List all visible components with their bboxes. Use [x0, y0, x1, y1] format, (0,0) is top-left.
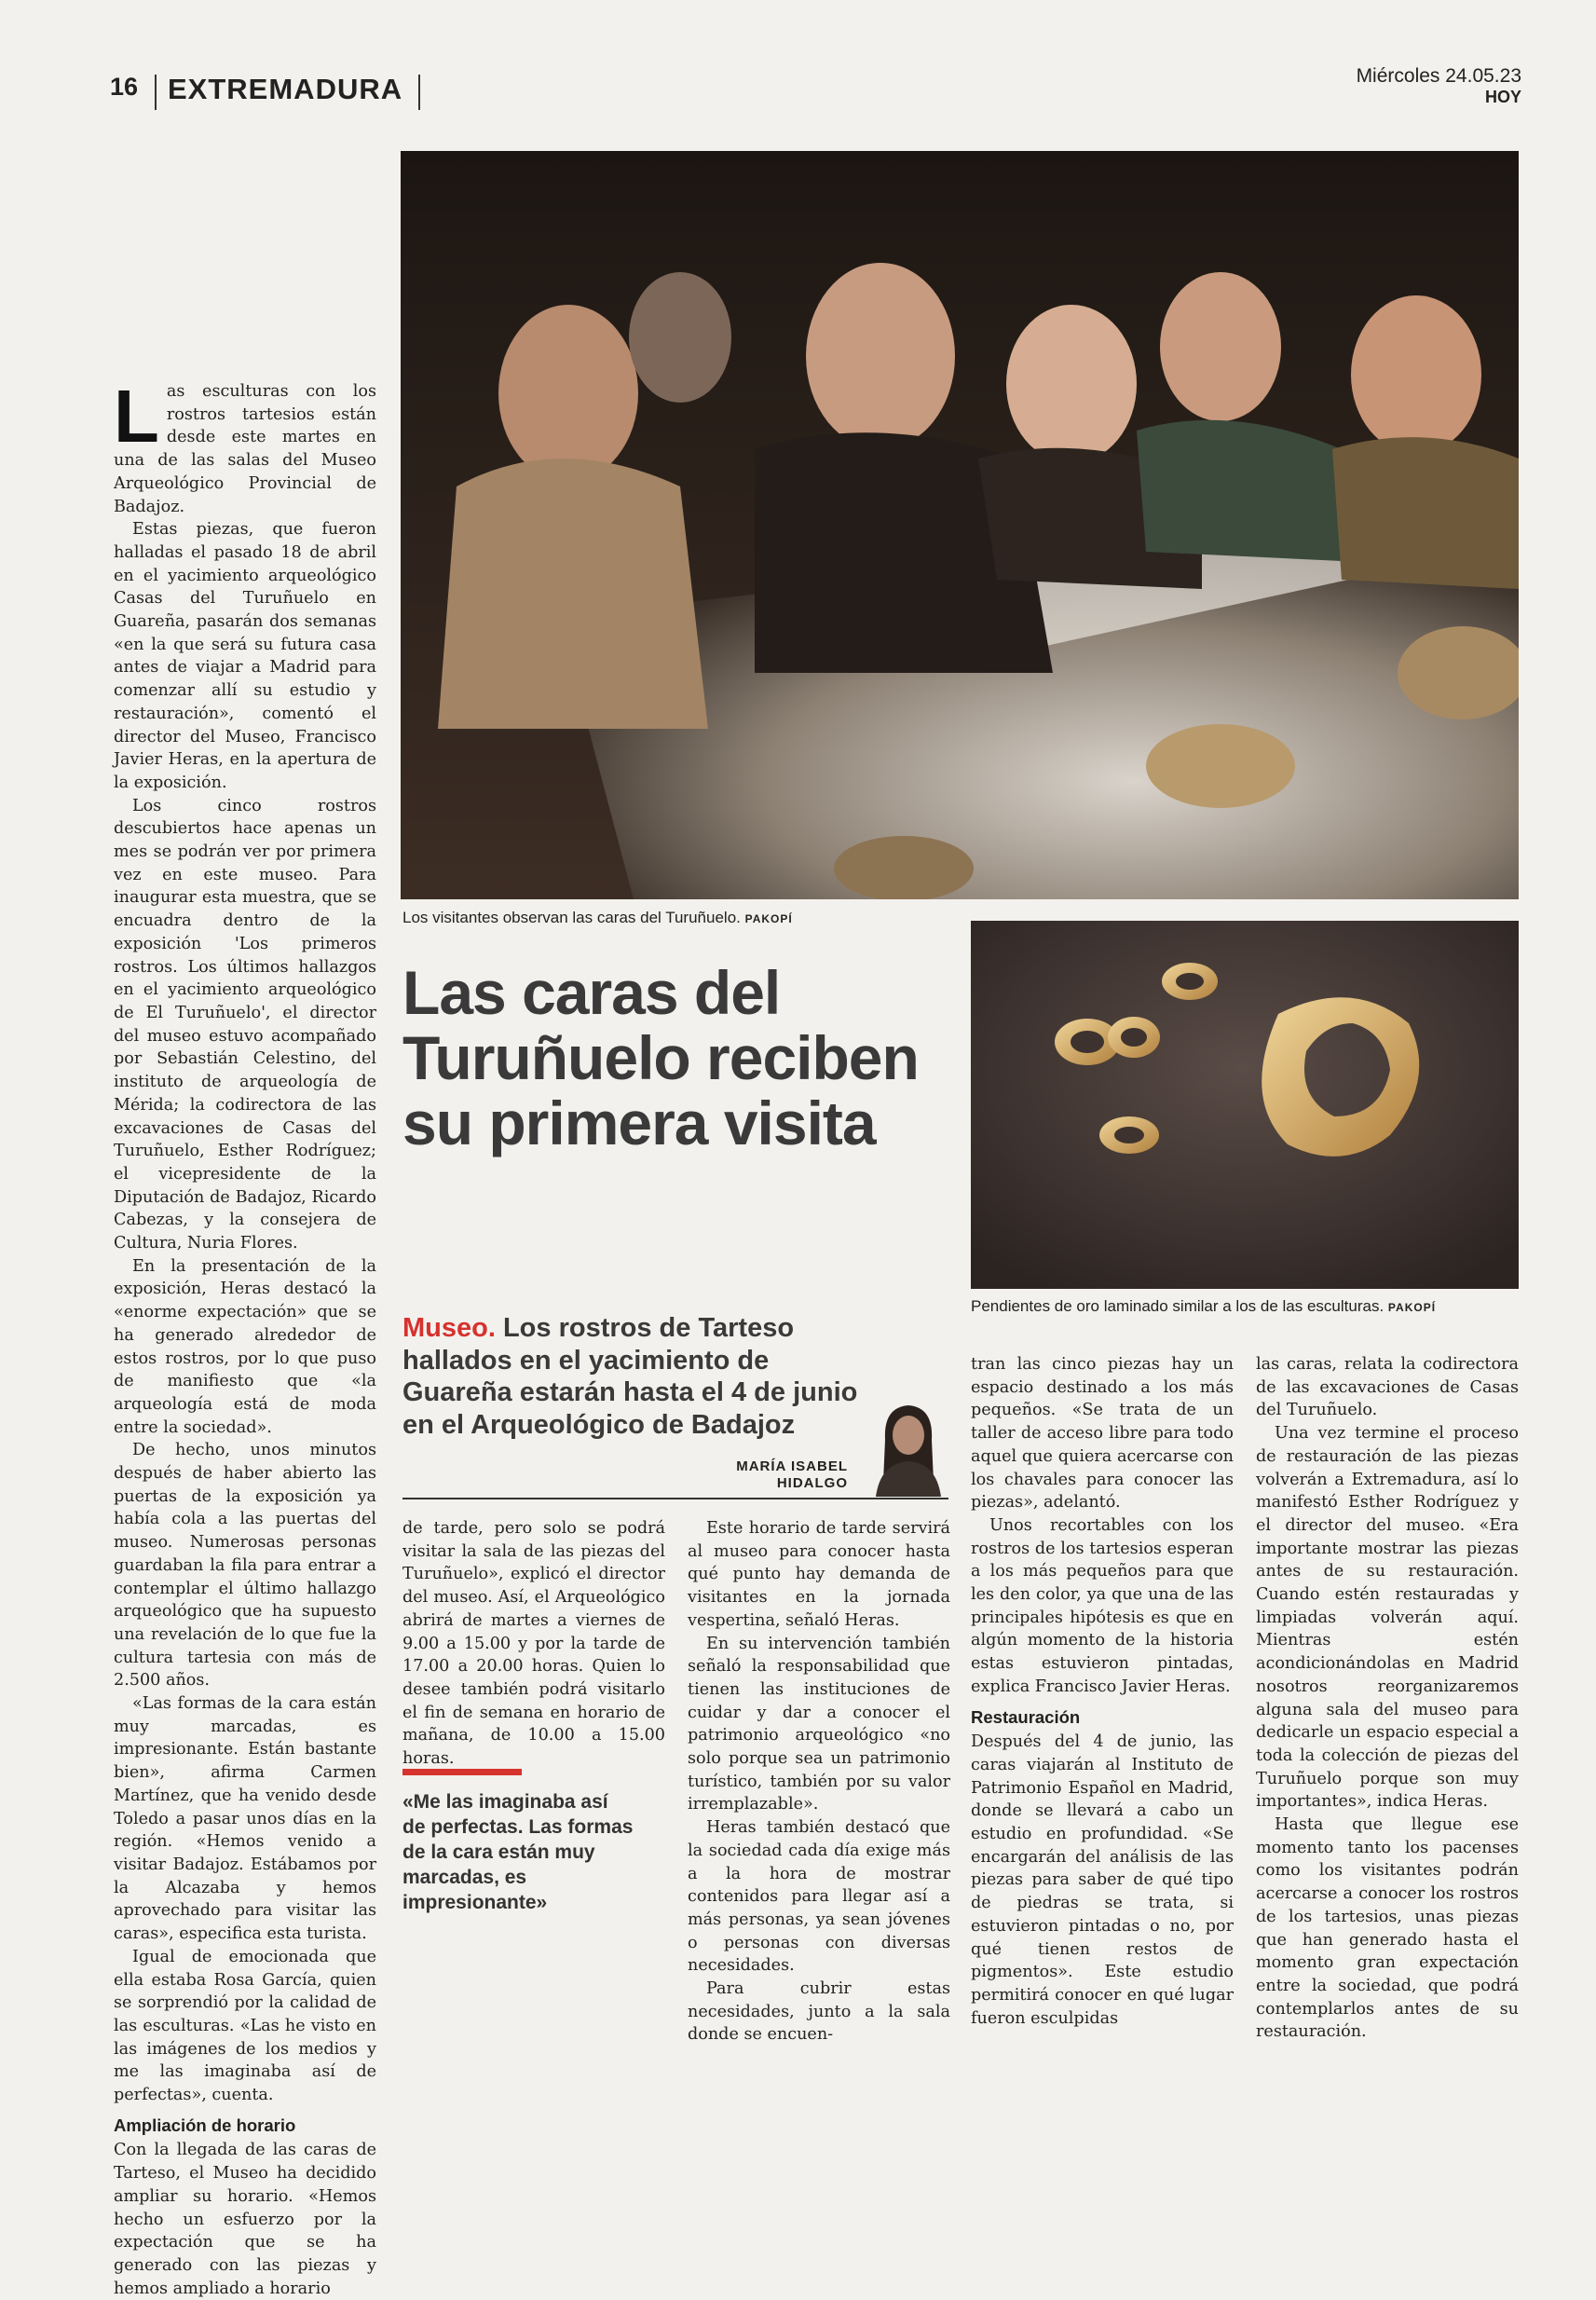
section-title: EXTREMADURA	[168, 73, 403, 105]
section-subhead: Ampliación de horario	[114, 2115, 296, 2135]
paragraph: En su intervención también señaló la responsabilidad que tienen las instituciones de cuidar y dar a conocer el patrimonio arqueológico «no solo porque sea un patrimonio turístico, también por su valor irremplazable».	[688, 1634, 950, 1814]
caption-text: Los visitantes observan las caras del Turuñuelo.	[402, 909, 741, 926]
subheadline	[402, 1312, 868, 1441]
paragraph: tran las cinco piezas hay un espacio destinado a los más pequeños. «Se trata de un taller de acceso libre para todo aquel que quiera acercarse con los chavales para conocer las piezas», adelantó.	[971, 1355, 1234, 1513]
photo-credit: PAKOPÍ	[744, 912, 793, 925]
paragraph: Una vez termine el proceso de restauración de las piezas volverán a Extremadura, así lo manifestó Esther Rodríguez y el director del museo. «Era importante mostrar las piezas antes de su restauración. Cuando estén restauradas y limpiadas volverán aquí. Mientras estén acondicionándolas en Madrid nosotros reorganizaremos alguna sala del museo para dedicarle un espacio especial a toda la colección de piezas del Turuñuelo porque son muy importantes», indica Heras.	[1256, 1424, 1519, 1812]
byline-divider	[402, 1498, 948, 1499]
paragraph: Unos recortables con los rostros de los tartesios esperan a los más pequeños para que les den color, ya que una de las principales hipótesis es que en algún momento de la historia estas estuvieron pintadas, explica Francisco Javier Heras.	[971, 1515, 1234, 1696]
article-column-1	[114, 375, 376, 2300]
paragraph: En la presentación de la exposición, Heras destacó la «enorme expectación» que se ha generado alrededor de estos rostros, por lo que puso de manifiesto que «la arqueología está de moda entre la sociedad».	[114, 1256, 376, 1437]
photo-caption	[402, 909, 793, 927]
caption-text: Pendientes de oro laminado similar a los de las esculturas.	[971, 1297, 1385, 1315]
paragraph: Con la llegada de las caras de Tarteso, el Museo ha decidido ampliar su horario. «Hemos hecho un esfuerzo por la expectación que se ha generado con las piezas y hemos ampliado a horario	[114, 2141, 376, 2298]
article-column-5	[1256, 1353, 1519, 2044]
headline: Las caras del Turuñuelo reciben su primera visita	[402, 958, 919, 1157]
paragraph: Después del 4 de junio, las caras viajarán al Instituto de Patrimonio Español en Madrid, donde se llevará a cabo un estudio en profundidad. «Se encargarán del análisis de las piezas para saber de qué tipo de piedras se trata, si estuvieron pintadas o no, por qué tienen restos de pigmentos». Este estudio permitirá conocer en qué lugar fueron esculpidas	[971, 1732, 1234, 2028]
paragraph: Heras también destacó que la sociedad cada día exige más a la hora de mostrar contenidos para llegar así a más personas, ya sean jóvenes o personas con diversas necesidades.	[688, 1818, 950, 1976]
article-column-2	[402, 1517, 665, 1771]
header-divider	[418, 75, 420, 110]
photo-credit: PAKOPÍ	[1387, 1301, 1437, 1314]
author-last-name: HIDALGO	[776, 1475, 848, 1491]
paragraph: Estas piezas, que fueron halladas el pasado 18 de abril en el yacimiento arqueológico Casas del Turuñuelo en Guareña, pasarán dos semanas «en la que será su futura casa antes de viajar a Madrid para comenzar allí su estudio y restauración», comentó el director del Museo, Francisco Javier Heras, en la apertura de la exposición.	[114, 520, 376, 792]
main-photo	[401, 151, 1519, 899]
author-avatar	[866, 1398, 950, 1497]
kicker-label: Museo.	[402, 1313, 496, 1343]
paragraph: Hasta que llegue ese momento tanto los pacenses como los visitantes podrán acercarse a conocer los rostros de los tartesios, unas piezas que han generado hasta el momento gran expectación entre la sociedad, que podrá contemplarlos antes de su restauración.	[1256, 1815, 1519, 2042]
paragraph: De hecho, unos minutos después de haber abierto las puertas de la exposición ya había cola a las puertas del museo. Numerosas personas guardaban la fila para entrar a contemplar el último hallazgo arqueológico que ha supuesto una revelación de lo que fue la cultura tartesia con más de 2.500 años.	[114, 1441, 376, 1691]
article-column-3	[688, 1517, 950, 2047]
issue-date: Miércoles 24.05.23	[1356, 65, 1521, 87]
author-first-name: MARÍA ISABEL	[736, 1458, 848, 1474]
article-column-4	[971, 1353, 1234, 2030]
paragraph: Igual de emocionada que ella estaba Rosa García, quien se sorprendió por la calidad de las esculturas. «Las he visto en las imágenes de los medios y me las imaginaba así de perfectas», cuenta.	[114, 1947, 376, 2105]
kicker-text: Los rostros de Tarteso hallados en el yacimiento de Guareña estarán hasta el 4 de junio en el Arqueológico de Badajoz	[402, 1313, 858, 1440]
photo-caption	[971, 1297, 1436, 1316]
page-number: 16	[110, 73, 139, 101]
paragraph: las caras, relata la codirectora de las excavaciones de Casas del Turuñuelo.	[1256, 1355, 1519, 1420]
earrings-photo-illustration	[971, 921, 1519, 1289]
visitors-photo-illustration	[401, 151, 1519, 899]
paragraph: as esculturas con los rostros tartesios están desde este martes en una de las salas del Museo Arqueológico Provincial de Badajoz.	[114, 382, 376, 516]
pull-quote: «Me las imaginaba así de perfectas. Las formas de la cara están muy marcadas, es impresionante»	[402, 1791, 634, 1913]
publication-name: HOY	[1484, 88, 1521, 106]
header-divider	[155, 75, 157, 110]
pull-quote-accent	[402, 1769, 522, 1775]
paragraph: «Las formas de la cara están muy marcadas, es impresionante. Están bastante bien», afirma Carmen Martínez, que ha venido desde Toledo a pasar unos días en la región. «Hemos venido a visitar Badajoz. Estábamos por la Alcazaba y hemos aprovechado para visitar las caras», especifica esta turista.	[114, 1694, 376, 1944]
paragraph: Para cubrir estas necesidades, junto a la sala donde se encuen-	[688, 1979, 950, 2045]
byline	[727, 1458, 848, 1492]
earrings-photo	[971, 921, 1519, 1289]
drop-cap: L	[114, 375, 159, 458]
paragraph: Los cinco rostros descubiertos hace apenas un mes se podrán ver por primera vez en este museo. Para inaugurar esta muestra, que se encuadra dentro de la exposición 'Los primeros rostros. Los últimos hallazgos en el yacimiento arqueológico de El Turuñuelo', el director del museo estuvo acompañado por Sebastián Celestino, del instituto de arqueología de Mérida; la codirectora de las excavaciones de Casas del Turuñuelo, Esther Rodríguez; el vicepresidente de la Diputación de Badajoz, Ricardo Cabezas, y la consejera de Cultura, Nuria Flores.	[114, 796, 376, 1253]
paragraph: Este horario de tarde servirá al museo para conocer hasta qué punto hay demanda de visitantes en la jornada vespertina, señaló Heras.	[688, 1519, 950, 1630]
paragraph: de tarde, pero solo se podrá visitar la sala de las piezas del Turuñuelo», explicó el director del museo. Así, el Arqueológico abrirá de martes a viernes de 9.00 a 15.00 y por la tarde de 17.00 a 20.00 horas. Quien lo desee también podrá visitarlo el fin de semana en horario de mañana, de 10.00 a 15.00 horas.	[402, 1519, 665, 1769]
section-subhead: Restauración	[971, 1706, 1081, 1727]
